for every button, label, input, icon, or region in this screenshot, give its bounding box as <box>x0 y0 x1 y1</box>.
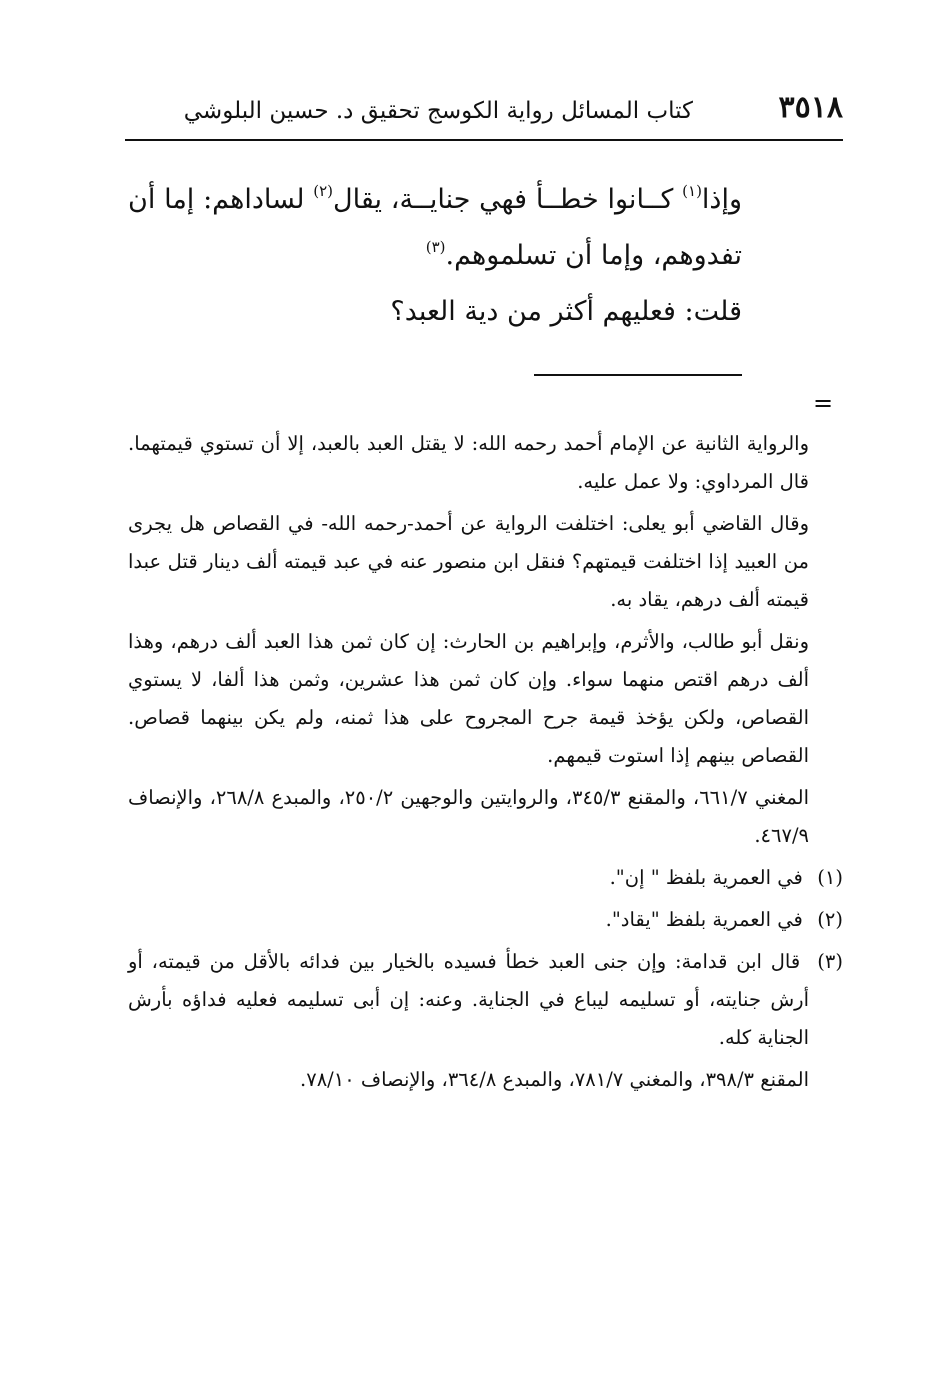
footnote-number: (٣) <box>817 950 843 973</box>
page-number: ٣٥١٨ <box>778 90 843 125</box>
header-rule <box>125 139 843 141</box>
main-text-segment: وإذا <box>701 184 742 215</box>
footnote-text: في العمرية بلفظ "يقاد". <box>605 908 803 931</box>
footnote-reference-1: (١) <box>682 182 702 200</box>
footnotes <box>128 425 843 1099</box>
footnote-number: (٢) <box>817 908 843 931</box>
footnote-reference-3: (٣) <box>425 238 446 256</box>
running-title: كتاب المسائل رواية الكوسج تحقيق د. حسين البلوشي <box>183 98 693 124</box>
footnote-separator <box>534 374 742 376</box>
running-header <box>125 86 843 136</box>
footnote-3 <box>128 943 843 1057</box>
footnote-continuation-paragraph: ونقل أبو طالب، والأثرم، وإبراهيم بن الحارث: إن كان ثمن هذا العبد ألف درهم، وهذا ألف درهم اقتص منهما سواء. وإن كان ثمن هذا عشرين، وثمن هذا ألفا، لا يستوي القصاص، ولكن يؤخذ قيمة جرح المجروح على هذا ثمنه، ولم يكن بينهما قصاص. القصاص بينهم إذا استوت قيمهم. <box>128 630 809 767</box>
footnote-reference-2: (٢) <box>313 182 334 200</box>
main-text-segment: كــانوا خطــأ فهي جنايــة، يقال <box>333 184 683 215</box>
main-paragraph-1 <box>128 172 742 284</box>
footnote-references: المقنع ٣٩٨/٣، والمغني ٧٨١/٧، والمبدع ٣٦٤/٨، والإنصاف ٧٨/١٠. <box>300 1068 809 1091</box>
footnote-continuation-paragraph: والرواية الثانية عن الإمام أحمد رحمه الله: لا يقتل العبد بالعبد، إلا أن تستوي قيمتهما. قال المرداوي: ولا عمل عليه. <box>128 432 809 493</box>
main-text-segment: لساداهم: إما أن تفدوهم، وإما أن تسلموهم. <box>128 184 742 271</box>
continuation-mark: = <box>813 389 834 417</box>
footnote-continuation-paragraph: وقال القاضي أبو يعلى: اختلفت الرواية عن أحمد-رحمه الله- في القصاص هل يجرى من العبيد إذا اختلفت قيمتهم؟ فنقل ابن منصور عنه في عبد قيمته ألف دينار قتل عبدا قيمته ألف درهم، يقاد به. <box>128 512 809 611</box>
footnote-text: في العمرية بلفظ " إن". <box>609 866 803 889</box>
footnote-number: (١) <box>817 866 843 889</box>
footnote-2 <box>128 901 843 939</box>
footnote-1 <box>128 859 843 897</box>
main-text <box>128 172 742 340</box>
main-paragraph-2: قلت: فعليهم أكثر من دية العبد؟ <box>390 296 742 327</box>
footnote-references: المغني ٦٦١/٧، والمقنع ٣٤٥/٣، والروايتين والوجهين ٢٥٠/٢، والمبدع ٢٦٨/٨، والإنصاف ٤٦٧/٩. <box>128 786 809 847</box>
footnote-text: قال ابن قدامة: وإن جنى العبد خطأ فسيده بالخيار بين فدائه بالأقل من قيمته، أو أرش جنايته، أو تسليمه ليباع في الجناية. وعنه: إن أبى تسليمه فعليه فداؤه بأرش الجناية كله. <box>128 950 809 1049</box>
